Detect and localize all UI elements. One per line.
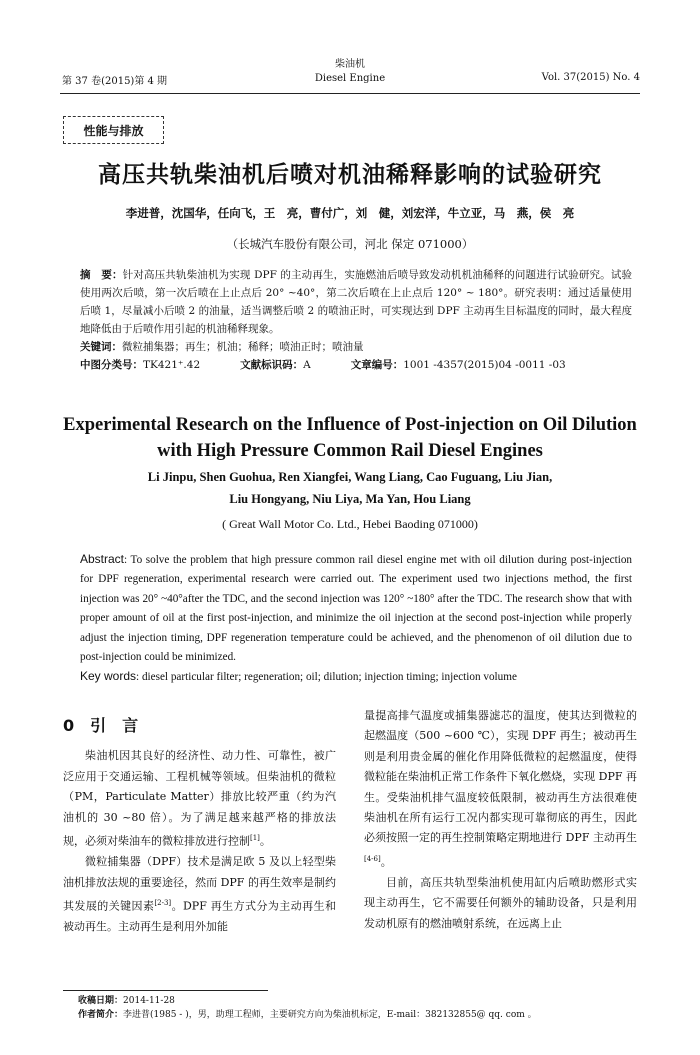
left-paragraph-2: 微粒捕集器（DPF）技术是满足欧 5 及以上轻型柴油机排放法规的重要途径，然而 DPF 的再生效率是制约其发展的关键因素[2-3]。DPF 再生方式分为主动再生和被动再生。主动再生是利用外加能 (63, 855, 337, 933)
abstract-cn-text: 针对高压共轨柴油机为实现 DPF 的主动再生，实施燃油后喷导致发动机机油稀释的问题进行试验研究。试验使用两次后喷，第一次后喷在上止点后 20° ~40°，第二次后喷在上止点后 120° ~ 180°。研究表明：通过适量使用后喷 1，尽量减小后喷 2 的油量，适当调整后喷 2 的喷油正时，可实现达到 DPF 主动再生目标温度的同时，最大程度地降低由于后喷作用引起的机油稀释现象。 (80, 269, 633, 335)
header-rule (60, 93, 640, 94)
section-label: 性能与排放 (63, 116, 164, 144)
citation-4-6: [4-6] (364, 854, 381, 863)
header-volume-cn: 第 37 卷(2015)第 4 期 (62, 76, 168, 87)
title-en-line2: with High Pressure Common Rail Diesel Engines (157, 441, 543, 461)
authors-en-line2: Liu Hongyang, Niu Liya, Ma Yan, Hou Liang (229, 492, 471, 506)
title-en (0, 412, 700, 464)
abstract-en (80, 550, 632, 688)
keywords-cn-text: 微粒捕集器；再生；机油；稀释；喷油正时；喷油量 (122, 341, 364, 353)
received-date: 2014-11-28 (123, 996, 175, 1006)
keywords-en: Key words: diesel particular filter; regeneration; oil; dilution; injection timing; injection volume (80, 669, 517, 684)
authors-en-line1: Li Jinpu, Shen Guohua, Ren Xiangfei, Wang Liang, Cao Fuguang, Liu Jian, (147, 470, 553, 484)
author-bio: 李进普(1985 - )，男，助理工程师，主要研究方向为柴油机标定，E-mail：382132855@ qq. com 。 (123, 1010, 537, 1020)
abstract-cn-body (80, 266, 632, 338)
right-paragraph-1: 量提高排气温度或捕集器滤芯的温度，使其达到微粒的起燃温度（500 ~600 ℃），实现 DPF 再生；被动再生则是利用贵金属的催化作用降低微粒的起燃温度，使得微粒能在柴油机正常工作条件下氧化燃烧，实现 DPF 再生。受柴油机排气温度较低限制，被动再生方法很难使柴油机在所有运行工况内都实现可靠彻底的再生，因此必须按照一定的再生控制策略定期地进行 DPF 主动再生[4-6]。 (364, 709, 637, 869)
article-no-value: 1001 -4357(2015)04 -0011 -03 (403, 359, 566, 371)
right-paragraph-2: 目前，高压共轨型柴油机使用缸内后喷助燃形式实现主动再生，它不需要任何额外的辅助设备，只是利用发动机原有的燃油喷射系统，在远离上止 (364, 875, 637, 930)
abstract-cn (80, 266, 632, 374)
doc-code-value: A (303, 359, 311, 371)
section-heading-introduction: 0 引 言 (63, 716, 139, 735)
classification-line (80, 356, 632, 374)
header-journal-cn: 柴油机 (335, 59, 365, 70)
footnote-author (78, 1008, 638, 1022)
citation-1: [1] (250, 834, 260, 843)
keywords-en-label: Key words (80, 669, 137, 684)
keywords-cn-label: 关键词： (80, 341, 122, 353)
author-bio-label: 作者简介： (78, 1010, 124, 1020)
title-cn: 高压共轨柴油机后喷对机油稀释影响的试验研究 (98, 162, 602, 188)
left-paragraph-1: 柴油机因其良好的经济性、动力性、可靠性，被广泛应用于交通运输、工程机械等领域。但柴油机的微粒（PM，Particulate Matter）排放比较严重（约为汽油机的 30 ~80 倍）。为了满足越来越严格的排放法规，必须对柴油车的微粒排放进行控制[1]。 (63, 749, 336, 848)
body-left-column (63, 706, 336, 937)
authors-en (0, 466, 700, 510)
abstract-en-body: Abstract: To solve the problem that high pressure common rail diesel engine met with oil dilution during post-injection for DPF regeneration, experimental research were carried out. The experiment used two injections method, the first injection was 20° ~40°after the TDC, and the second injection was 120° ~180° after the TDC. The research show that with proper amount of oil at the first post-injection, and minimize the oil injection at the second post-injection while properly adjust the injection timing, DPF regeneration temperature could be achieved, and the phenomenon of oil dilution due to post-injection could be minimized. (80, 552, 633, 664)
received-label: 收稿日期： (78, 996, 124, 1006)
footnote-rule (63, 990, 268, 991)
keywords-en-text: diesel particular filter; regeneration; oil; dilution; injection timing; injection volume (141, 671, 517, 684)
abstract-cn-label: 摘 要： (80, 269, 123, 281)
affiliation-cn: （长城汽车股份有限公司，河北 保定 071000） (226, 237, 474, 251)
abstract-en-label: Abstract (80, 552, 125, 566)
clc-value: TK421⁺.42 (143, 359, 201, 371)
authors-cn: 李进普，沈国华，任向飞，王 亮，曹付广，刘 健，刘宏洋，牛立亚，马 燕，侯 亮 (125, 206, 575, 220)
clc-label: 中图分类号： (80, 359, 143, 371)
citation-2-3: [2-3] (154, 898, 172, 907)
abstract-en-text: To solve the problem that high pressure common rail diesel engine met with oil dilution during post-injection for DPF regeneration, experimental research were carried out. The experiment used two injections method, the first injection was 20° ~40°after the TDC, and the second injection was 120° ~180° after the TDC. The research show that with proper amount of oil at the first post-injection, and minimize the oil injection at the second post-injection while properly adjust the injection timing, DPF regeneration temperature could be achieved, and the phenomenon of oil dilution due to post-injection could be minimized. (80, 554, 633, 664)
doc-code-label: 文献标识码： (240, 359, 304, 371)
header-volume-en: Vol. 37(2015) No. 4 (541, 72, 640, 83)
article-no-label: 文章编号： (350, 359, 404, 371)
header-journal-en: Diesel Engine (314, 73, 386, 84)
keywords-cn (80, 338, 632, 356)
body-right-column (364, 706, 637, 934)
affiliation-en: ( Great Wall Motor Co. Ltd., Hebei Baoding 071000) (222, 517, 478, 531)
title-en-line1: Experimental Research on the Influence of Post-injection on Oil Dilution (63, 415, 637, 435)
footnote-received (78, 994, 638, 1008)
